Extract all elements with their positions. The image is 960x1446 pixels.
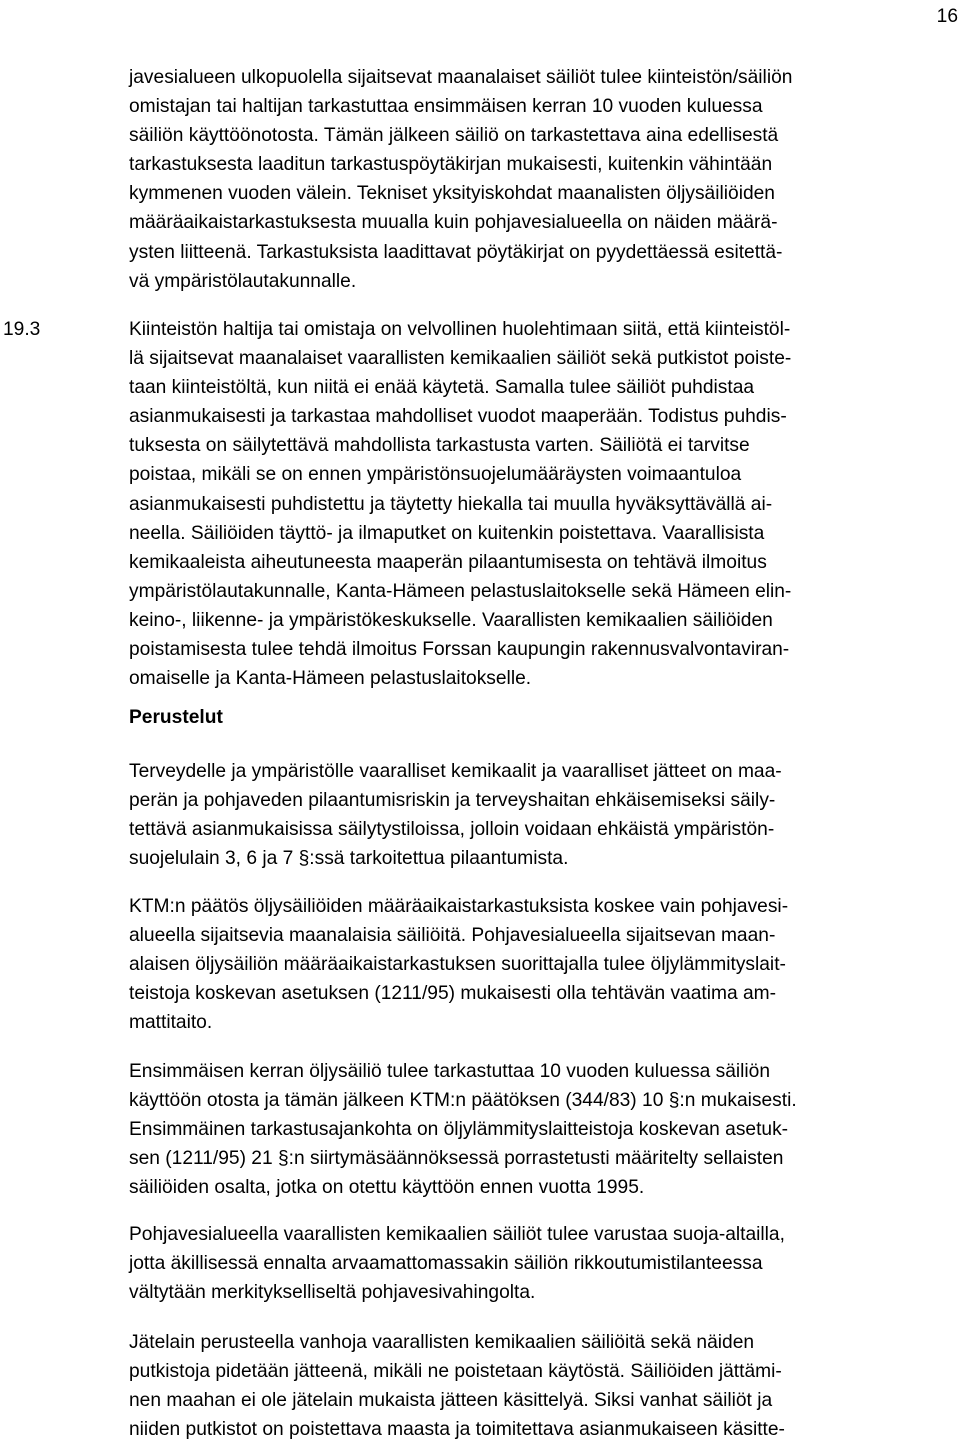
- text-line: omistajan tai haltijan tarkastuttaa ensimmäisen kerran 10 vuoden kuluessa: [129, 96, 763, 118]
- perustelut-paragraph-2: [129, 892, 960, 1037]
- perustelut-paragraph-1: [129, 757, 960, 873]
- text-line: neella. Säiliöiden täyttö- ja ilmaputket on kuitenkin poistettava. Vaarallisista: [129, 522, 765, 544]
- text-line: Kiinteistön haltija tai omistaja on velvollinen huolehtimaan siitä, että kiinteistöl-: [129, 319, 791, 340]
- text-line: tuksesta on säilytettävä mahdollista tarkastusta varten. Säiliötä ei tarvitse: [129, 435, 750, 457]
- text-line: mattitaito.: [129, 1012, 213, 1034]
- text-line: asianmukaisesti ja tarkastaa mahdolliset vuodot maaperään. Todistus puhdis-: [129, 406, 787, 428]
- text-line: Terveydelle ja ympäristölle vaaralliset kemikaalit ja vaaralliset jätteet on maa-: [129, 761, 782, 782]
- text-line: KTM:n päätös öljysäiliöiden määräaikaistarkastuksista koskee vain pohjavesi-: [129, 896, 789, 917]
- text-line: poistaa, mikäli se on ennen ympäristönsuojelumääräysten voimaantuloa: [129, 464, 742, 486]
- text-line: ympäristölautakunnalle, Kanta-Hämeen pelastuslaitokselle sekä Hämeen elin-: [129, 580, 792, 602]
- text-line: sen (1211/95) 21 §:n siirtymäsäännöksessä porrastetusti määritelty sellaisten: [129, 1148, 784, 1170]
- text-line: kemikaaleista aiheutuneesta maaperän pilaantumisesta on tehtävä ilmoitus: [129, 551, 767, 573]
- text-line: perän ja pohjaveden pilaantumisriskin ja terveyshaitan ehkäisemiseksi säily-: [129, 790, 776, 812]
- text-line: ysten liitteenä. Tarkastuksista laadittavat pöytäkirjat on pyydettäessä esitettä-: [129, 241, 783, 263]
- text-line: Ensimmäinen tarkastusajankohta on öljylämmityslaitteistoja koskevan asetuk-: [129, 1119, 789, 1141]
- text-line: poistamisesta tulee tehdä ilmoitus Forssan kaupungin rakennusvalvontaviran-: [129, 639, 790, 661]
- section-number: 19.3: [3, 319, 41, 340]
- text-line: säiliön käyttöönotosta. Tämän jälkeen säiliö on tarkastettava aina edellisestä: [129, 125, 779, 147]
- text-line: niiden putkistot on poistettava maasta ja toimitettava asianmukaiseen käsitte-: [129, 1419, 785, 1441]
- text-line: javesialueen ulkopuolella sijaitsevat maanalaiset säiliöt tulee kiinteistön/säiliön: [129, 67, 793, 88]
- text-line: tarkastuksesta laaditun tarkastuspöytäkirjan mukaisesti, kuitenkin vähintään: [129, 154, 773, 176]
- section-19-3-paragraph: [129, 315, 960, 693]
- text-line: nen maahan ei ole jätelain mukaista jätteen käsittelyä. Siksi vanhat säiliöt ja: [129, 1390, 773, 1412]
- page-number: 16: [936, 6, 958, 27]
- text-line: Ensimmäisen kerran öljysäiliö tulee tarkastuttaa 10 vuoden kuluessa säiliön: [129, 1061, 770, 1082]
- text-line: omaiselle ja Kanta-Hämeen pelastuslaitokselle.: [129, 668, 532, 690]
- text-line: lä sijaitsevat maanalaiset vaarallisten kemikaalien säiliöt sekä putkistot poiste-: [129, 348, 792, 370]
- text-line: suojelulain 3, 6 ja 7 §:ssä tarkoitettua pilaantumista.: [129, 848, 569, 870]
- text-line: kymmenen vuoden välein. Tekniset yksityiskohdat maanalisten öljysäiliöiden: [129, 183, 775, 205]
- top-paragraph: [129, 63, 960, 296]
- perustelut-paragraph-5: [129, 1328, 960, 1444]
- section-heading-perustelut: Perustelut: [129, 707, 223, 728]
- text-line: taan kiinteistöltä, kun niitä ei enää käytetä. Samalla tulee säiliöt puhdistaa: [129, 377, 755, 399]
- text-line: tettävä asianmukaisissa säilytystiloissa, jolloin voidaan ehkäistä ympäristön-: [129, 819, 775, 841]
- text-line: alaisen öljysäiliön määräaikaistarkastuksen suorittajalla tulee öljylämmityslait-: [129, 954, 786, 976]
- text-line: Pohjavesialueella vaarallisten kemikaalien säiliöt tulee varustaa suoja-altailla,: [129, 1224, 785, 1245]
- text-line: Jätelain perusteella vanhoja vaarallisten kemikaalien säiliöitä sekä näiden: [129, 1332, 755, 1353]
- text-line: keino-, liikenne- ja ympäristökeskukselle. Vaarallisten kemikaalien säiliöiden: [129, 609, 773, 631]
- text-line: säiliöiden osalta, jotka on otettu käyttöön ennen vuotta 1995.: [129, 1177, 645, 1199]
- text-line: vä ympäristölautakunnalle.: [129, 270, 357, 292]
- perustelut-paragraph-3: [129, 1057, 960, 1202]
- text-line: putkistoja pidetään jätteenä, mikäli ne poistetaan käytöstä. Säiliöiden jättämi-: [129, 1361, 782, 1383]
- text-line: alueella sijaitsevia maanalaisia säiliöitä. Pohjavesialueella sijaitsevan maan-: [129, 925, 776, 947]
- text-line: jotta äkillisessä ennalta arvaamattomassakin säiliön rikkoutumistilanteessa: [129, 1253, 763, 1275]
- text-line: asianmukaisesti puhdistettu ja täytetty hiekalla tai muulla hyväksyttävällä ai-: [129, 493, 773, 515]
- text-line: teistoja koskevan asetuksen (1211/95) mukaisesti olla tehtävän vaatima am-: [129, 983, 777, 1005]
- text-line: vältytään merkitykselliseltä pohjavesivahingolta.: [129, 1282, 536, 1304]
- text-line: määräaikaistarkastuksesta muualla kuin pohjavesialueella on näiden määrä-: [129, 212, 778, 234]
- perustelut-paragraph-4: [129, 1220, 960, 1307]
- text-line: käyttöön otosta ja tämän jälkeen KTM:n päätöksen (344/83) 10 §:n mukaisesti.: [129, 1090, 797, 1112]
